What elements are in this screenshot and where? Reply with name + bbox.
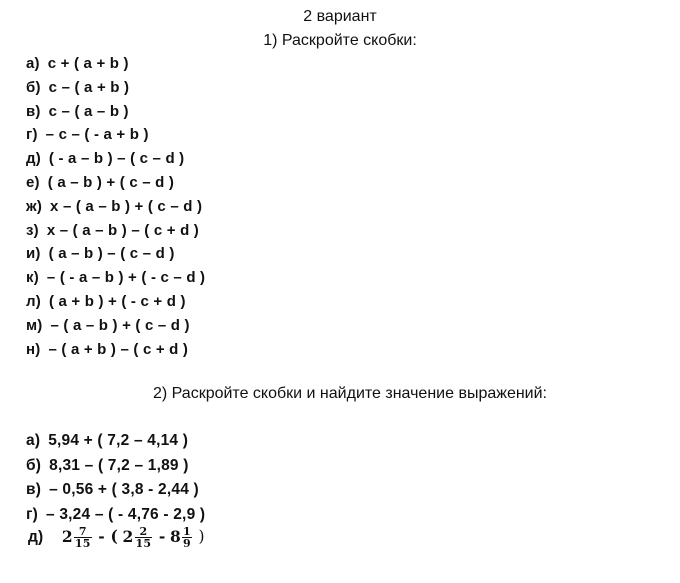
item-expression: ( а – b ) + ( с – d ) [47, 174, 175, 191]
task1-item [26, 245, 175, 262]
item-expression: ( а + b ) + ( - с + d ) [48, 293, 186, 310]
item-label: м) [26, 316, 43, 334]
item-expression: – ( а + b ) – ( с + d ) [48, 340, 189, 358]
mixed-number-3 [170, 525, 198, 550]
variant-title: 2 вариант [303, 8, 377, 25]
item-expression: – ( а – b ) + ( с – d ) [50, 316, 190, 334]
task1-item [26, 198, 202, 215]
item-label: ж) [26, 197, 43, 215]
task2-item [26, 506, 205, 524]
task2-item-d [28, 526, 205, 549]
numerator: 7 [74, 526, 92, 538]
item-expression: с – ( а – b ) [48, 102, 129, 120]
denominator: 9 [183, 537, 191, 550]
item-expression: х – ( а – b ) – ( с + d ) [46, 221, 199, 239]
task2-item [26, 481, 199, 499]
item-expression: с + ( а + b ) [47, 55, 129, 72]
item-expression: х – ( а – b ) + ( с – d ) [50, 197, 203, 215]
task1-item [26, 222, 199, 239]
task1-item [26, 103, 129, 120]
operator: - ( [98, 526, 119, 546]
item-label: б) [26, 456, 42, 474]
numerator: 2 [135, 526, 153, 538]
fraction [182, 526, 192, 549]
closing-paren: ) [198, 527, 205, 546]
item-label: е) [26, 174, 40, 191]
item-expression: – ( - а – b ) + ( - с – d ) [46, 269, 206, 287]
item-label: и) [26, 245, 41, 263]
task1-item [26, 174, 174, 191]
task1-item [26, 317, 190, 334]
item-label: а) [26, 55, 40, 72]
whole-part: 8 [170, 526, 182, 546]
task2-title: 2) Раскройте скобки и найдите значение выражений: [152, 385, 547, 402]
item-expression: ( - а – b ) – ( с – d ) [48, 150, 185, 168]
numerator: 1 [183, 525, 191, 538]
item-expression: ( а – b ) – ( с – d ) [48, 245, 175, 263]
item-label: д) [26, 150, 41, 168]
task1-item [26, 126, 149, 143]
task1-item [26, 55, 129, 72]
operator: - [158, 526, 166, 546]
item-label: з) [26, 221, 39, 239]
denominator: 15 [74, 537, 91, 550]
task1-title: 1) Раскройте скобки: [263, 32, 417, 49]
item-label: г) [26, 126, 38, 144]
mixed-number-1 [61, 525, 98, 550]
mixed-number-2 [122, 525, 159, 550]
item-label: а) [26, 432, 41, 449]
item-label: л) [26, 293, 41, 310]
task1-item [26, 269, 205, 286]
item-expression: – 0,56 + ( 3,8 - 2,44 ) [49, 481, 199, 498]
task1-item [26, 293, 186, 310]
denominator: 15 [135, 537, 152, 550]
item-label: д) [28, 528, 44, 546]
fraction [74, 526, 92, 549]
task1-item [26, 79, 129, 96]
item-expression: – 3,24 – ( - 4,76 - 2,9 ) [46, 505, 206, 523]
whole-part: 2 [61, 526, 73, 546]
item-label: в) [26, 102, 41, 120]
fraction [135, 526, 153, 549]
item-label: в) [26, 481, 42, 498]
item-label: к) [26, 269, 39, 287]
item-expression: – с – ( - а + b ) [45, 126, 149, 144]
item-expression: с – ( а + b ) [48, 78, 130, 96]
task2-item [26, 432, 188, 450]
task1-item [26, 150, 184, 167]
task2-item [26, 457, 189, 475]
task1-item [26, 341, 188, 358]
item-label: г) [26, 505, 39, 523]
item-label: н) [26, 340, 41, 358]
item-label: б) [26, 78, 41, 96]
whole-part: 2 [122, 526, 134, 546]
item-expression: 5,94 + ( 7,2 – 4,14 ) [48, 432, 189, 449]
item-expression: 8,31 – ( 7,2 – 1,89 ) [49, 456, 189, 474]
